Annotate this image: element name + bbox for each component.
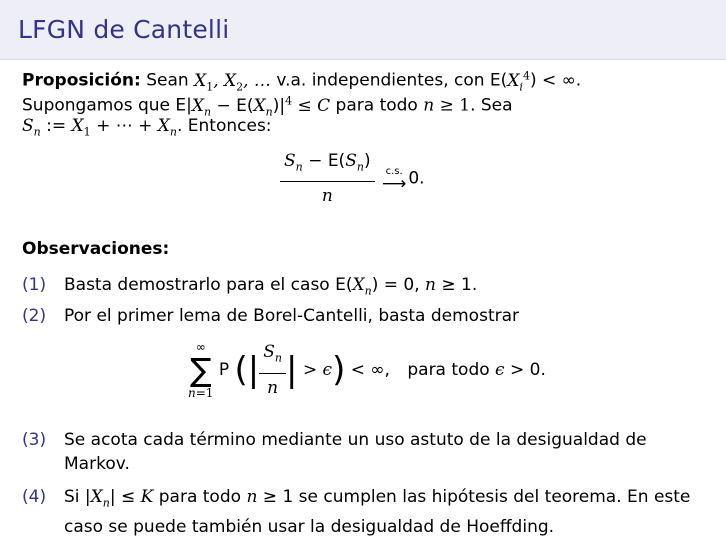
series-condition: para todo (407, 360, 490, 380)
convergence-formula (280, 149, 425, 208)
proposition-label: Proposición: (22, 70, 141, 91)
observation-text: Se acota cada término mediante un uso astuto de la desigualdad de Markov. (64, 430, 647, 474)
partial-sum-symbol: $S_n$ (22, 116, 41, 139)
slide-title: LFGN de Cantelli (18, 15, 230, 44)
proposition-text-1a: Sean (146, 70, 195, 91)
proposition-text-2a: Supongamos que E| (22, 95, 192, 116)
proposition-text-3b: . Entonces: (176, 116, 272, 136)
partial-sum-definition: $X_1$ + ⋯ + $X_n$ (71, 116, 177, 139)
title-bar (0, 0, 726, 60)
proposition-text-2c: . Sea (470, 95, 513, 116)
proposition-text-3a: := (46, 116, 72, 136)
summation-symbol: ∞ ∑ n=1 (188, 340, 214, 400)
proposition-text-1c: ) < ∞. (529, 70, 582, 91)
index-condition: n ≥ 1 (423, 95, 471, 116)
observation-text: Basta demostrarlo para el caso $E(X_n) = 0$, n ≥ 1. (64, 275, 478, 298)
fourth-moment: $X_i^4$ (507, 69, 530, 94)
variables-sequence: $X_1$, $X_2$, … (194, 70, 271, 94)
observation-text: Si $|X_n| \le K$ para todo n ≥ 1 se cumplen las hipótesis del teorema. En este caso se puede también usar la desigualdad de Hoeffding. (64, 487, 691, 538)
almost-sure-arrow: c.s. ⟶ (381, 165, 407, 194)
observation-number: (2) (22, 306, 47, 326)
normalized-sum-fraction: $\frac{S_n - E(S_n)}{n}$ (280, 149, 375, 208)
proposition-line-3 (22, 114, 272, 144)
mean-fraction: $\frac{S_n}{n}$ (259, 340, 286, 399)
proposition-text-1b: v.a. independientes, con E( (270, 70, 508, 91)
observation-number: (1) (22, 275, 47, 295)
series-tail: > 0. (509, 360, 546, 380)
borel-cantelli-series: ∞ ∑ n=1 P (| $\frac{S_n}{n}$ | > ϵ) < ∞, para todo ϵ > 0. (188, 340, 546, 400)
observation-text: Por el primer lema de Borel-Cantelli, basta demostrar (64, 306, 519, 326)
proposition-text-2b: para todo (330, 95, 424, 116)
observations-heading: Observaciones: (22, 239, 170, 259)
convergence-limit: 0. (408, 168, 425, 189)
almost-sure-label: c.s. (385, 165, 403, 177)
observation-number: (4) (22, 487, 47, 507)
observation-number: (3) (22, 430, 47, 450)
centered-moment: $X_n - E(X_n)|^4 \le C$ (191, 94, 331, 119)
